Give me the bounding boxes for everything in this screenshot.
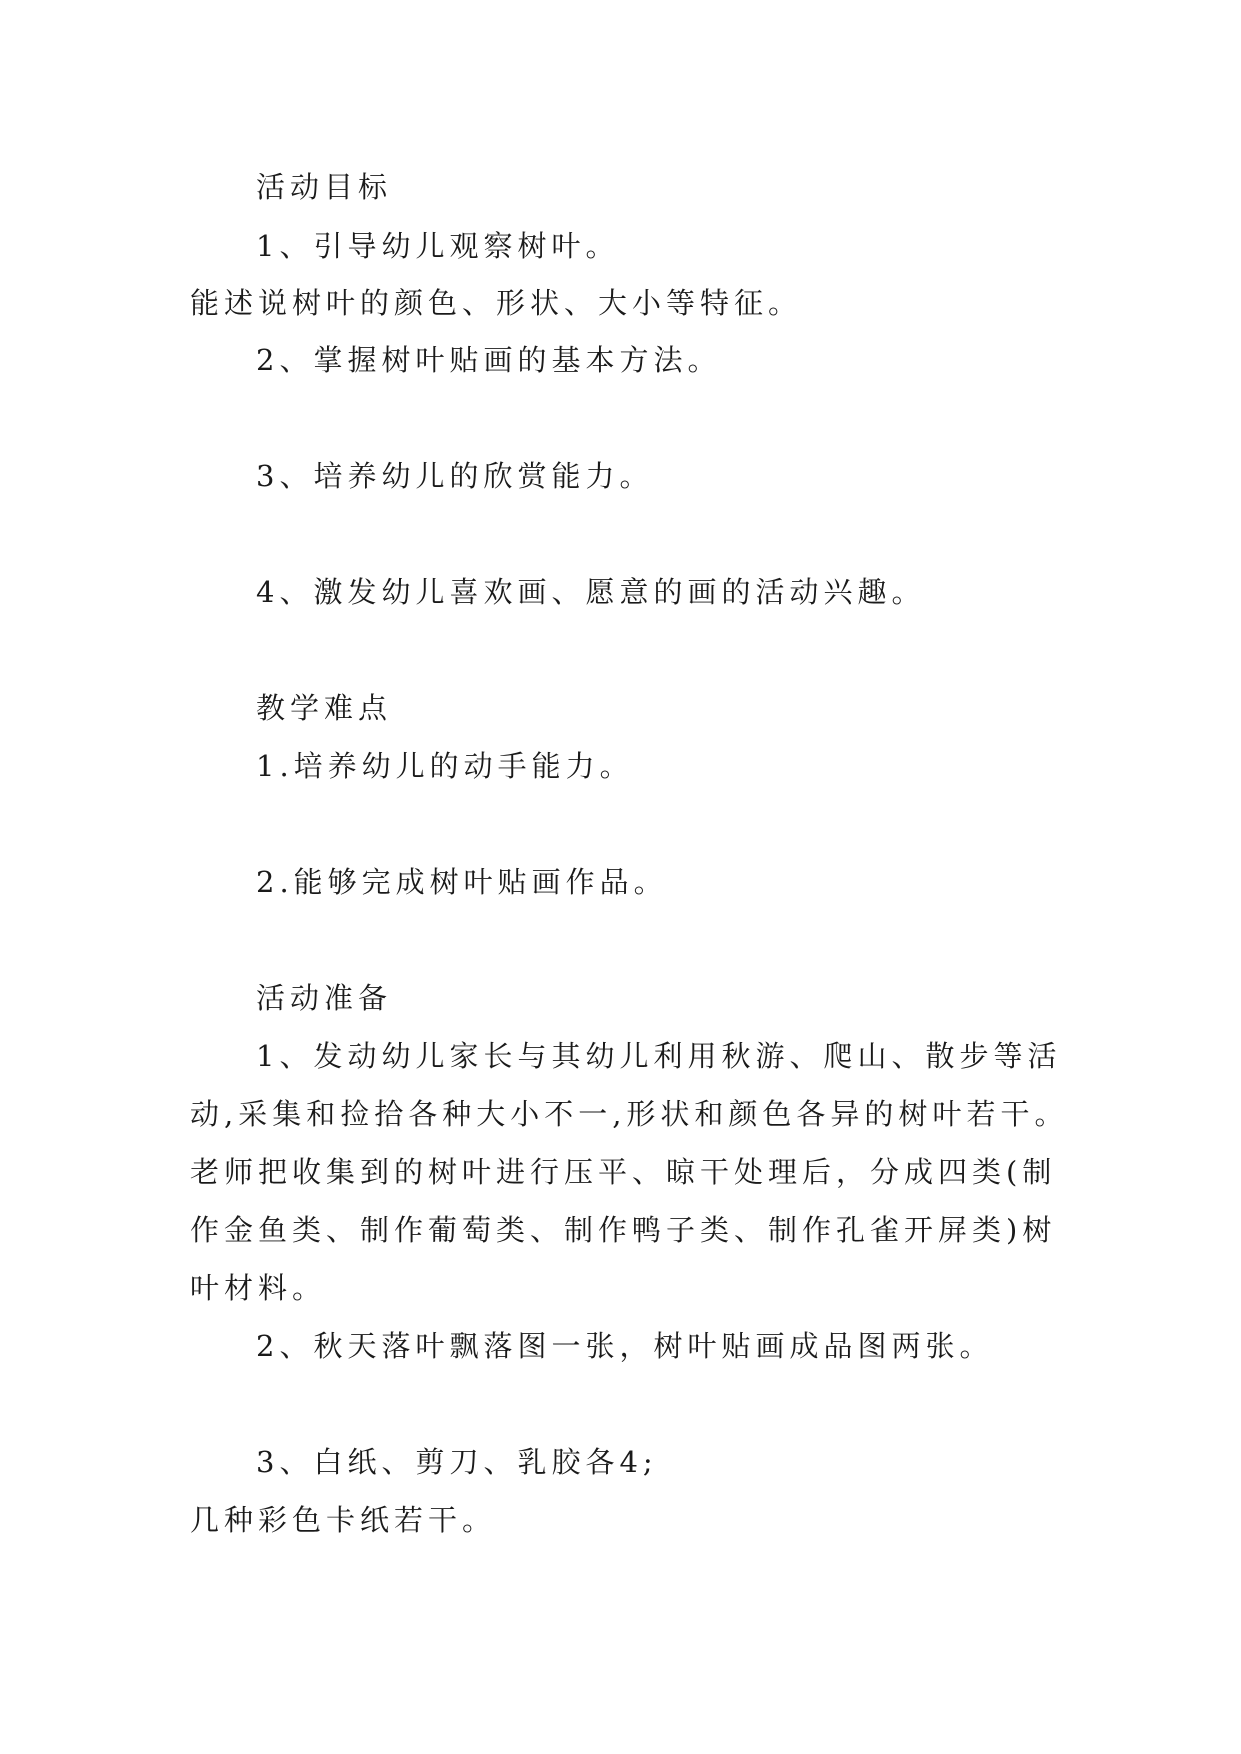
difficulty-item-2: 2.能够完成树叶贴画作品。 bbox=[256, 865, 668, 899]
goal-item-1: 1、引导幼儿观察树叶。 bbox=[256, 229, 620, 263]
goal-item-1-continuation: 能述说树叶的颜色、形状、大小等特征。 bbox=[190, 286, 803, 320]
section-title-teaching-difficulties: 教学难点 bbox=[256, 691, 393, 725]
preparation-item-1-line-4: 作金鱼类、制作葡萄类、制作鸭子类、制作孔雀开屏类)树 bbox=[190, 1213, 1057, 1247]
preparation-item-1-line-1: 1、发动幼儿家长与其幼儿利用秋游、爬山、散步等活 bbox=[256, 1039, 1062, 1073]
preparation-item-1-line-5: 叶材料。 bbox=[190, 1271, 327, 1305]
preparation-item-1-line-2: 动,采集和捡拾各种大小不一,形状和颜色各异的树叶若干。 bbox=[190, 1097, 1069, 1131]
section-title-activity-goals: 活动目标 bbox=[256, 170, 393, 204]
preparation-item-3: 3、白纸、剪刀、乳胶各4; bbox=[256, 1445, 658, 1479]
section-title-activity-preparation: 活动准备 bbox=[256, 981, 393, 1015]
goal-item-3: 3、培养幼儿的欣赏能力。 bbox=[256, 459, 654, 493]
goal-item-2: 2、掌握树叶贴画的基本方法。 bbox=[256, 343, 722, 377]
preparation-item-3-continuation: 几种彩色卡纸若干。 bbox=[190, 1503, 497, 1537]
difficulty-item-1: 1.培养幼儿的动手能力。 bbox=[256, 749, 634, 783]
goal-item-4: 4、激发幼儿喜欢画、愿意的画的活动兴趣。 bbox=[256, 575, 926, 609]
preparation-item-2: 2、秋天落叶飘落图一张，树叶贴画成品图两张。 bbox=[256, 1329, 994, 1363]
preparation-item-1-line-3: 老师把收集到的树叶进行压平、晾干处理后，分成四类(制 bbox=[190, 1155, 1057, 1189]
